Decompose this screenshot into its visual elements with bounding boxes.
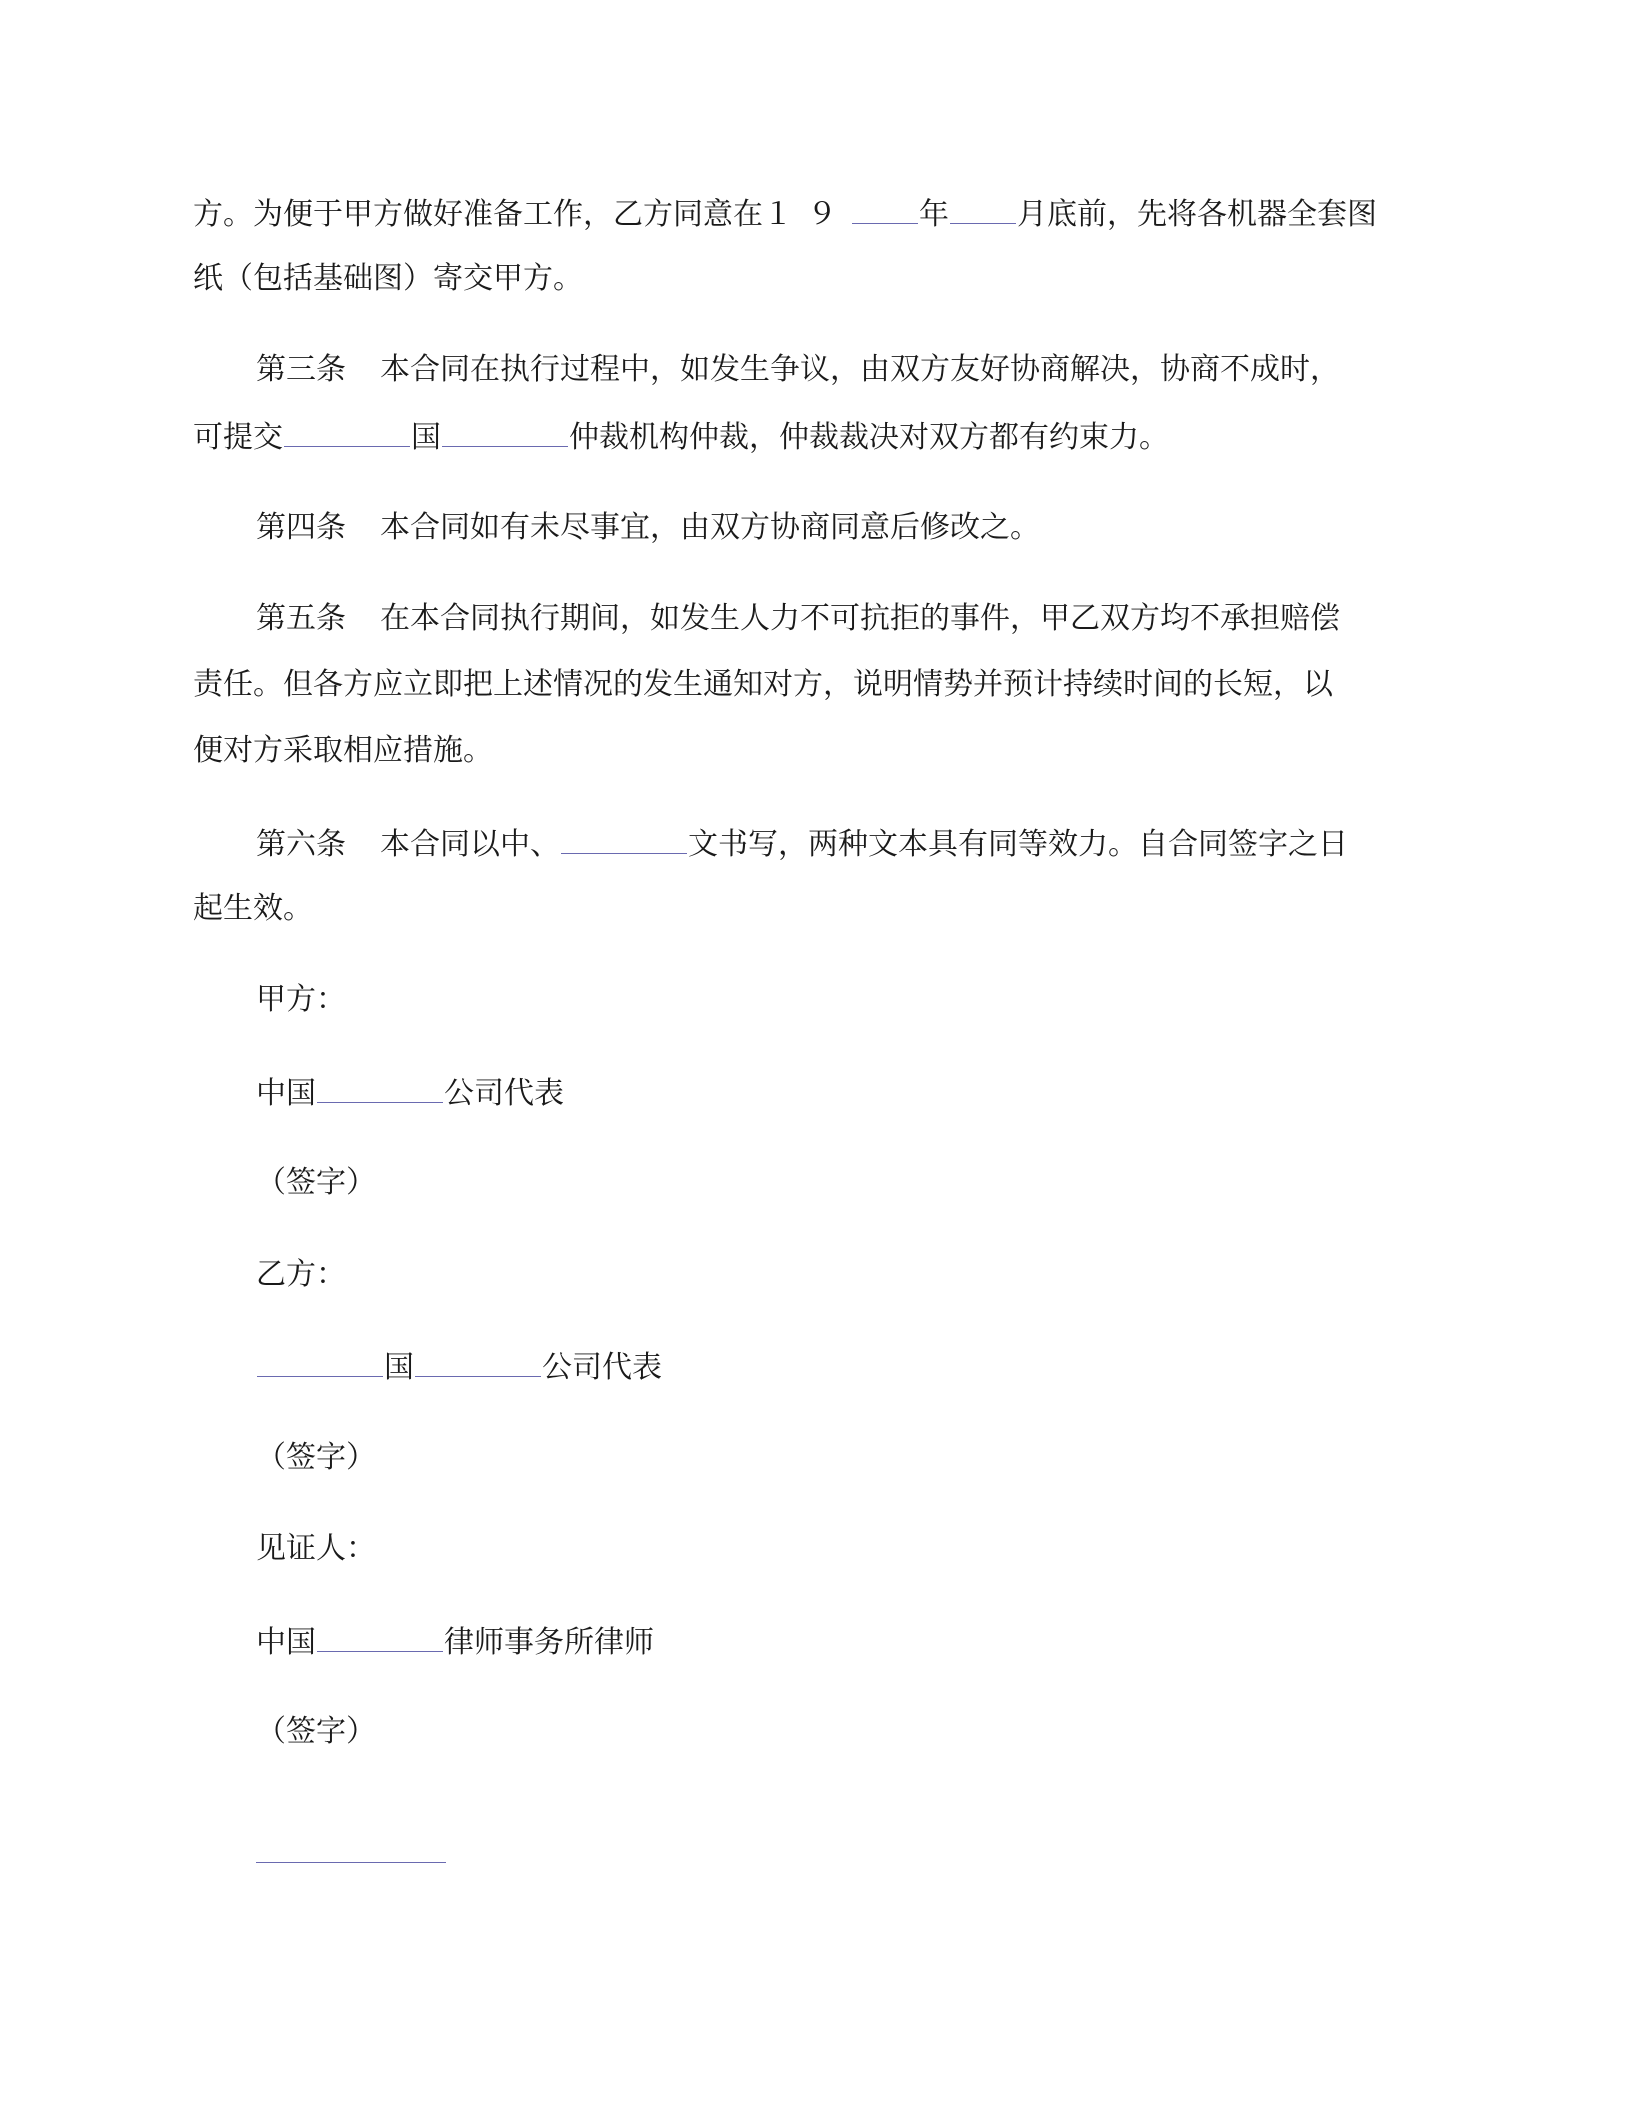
law-firm-blank[interactable] (317, 1621, 443, 1652)
article-label: 第六条 (256, 827, 346, 862)
month-blank[interactable] (950, 193, 1016, 224)
article-3-line (193, 416, 1169, 458)
party-b-sign (256, 1438, 376, 1478)
article-5-line (193, 665, 1333, 705)
text-segment: 国 (411, 420, 441, 455)
text-segment: 本合同在执行过程中，如发生争议，由双方友好协商解决，协商不成时， (380, 352, 1340, 387)
party-a-heading (256, 980, 346, 1020)
sign-label: （签字） (256, 1714, 376, 1749)
article-label: 第五条 (256, 601, 346, 636)
text-segment: 本合同如有未尽事宜，由双方协商同意后修改之。 (380, 510, 1040, 545)
text-segment: 年 (919, 197, 949, 232)
text-segment: 本合同以中、 (380, 827, 560, 862)
party-a-rep (256, 1072, 564, 1114)
arbitration-blank[interactable] (442, 416, 568, 447)
text-segment: 中国 (256, 1625, 316, 1660)
witness-heading (256, 1529, 376, 1569)
text-segment: 律师事务所律师 (444, 1625, 654, 1660)
sign-label: （签字） (256, 1165, 376, 1200)
text-segment: 仲裁机构仲裁，仲裁裁决对双方都有约束力。 (569, 420, 1169, 455)
article-5-line (256, 599, 1340, 639)
article-label: 第四条 (256, 510, 346, 545)
company-blank[interactable] (415, 1346, 541, 1377)
text-segment: 可提交 (193, 420, 283, 455)
text-segment: 中国 (256, 1076, 316, 1111)
heading-text: 见证人： (256, 1531, 376, 1566)
text-segment: 公司代表 (444, 1076, 564, 1111)
company-blank[interactable] (317, 1072, 443, 1103)
language-blank[interactable] (561, 823, 687, 854)
article-4-line (256, 508, 1040, 548)
text-segment: 文书写，两种文本具有同等效力。自合同签字之日 (688, 827, 1348, 862)
article-6-line (256, 823, 1348, 865)
text-segment: 方。为便于甲方做好准备工作，乙方同意在 (193, 197, 763, 232)
article-6-line (193, 889, 313, 929)
paragraph-line (193, 193, 1377, 235)
year-prefix: １９ (763, 197, 851, 232)
text-segment: 责任。但各方应立即把上述情况的发生通知对方，说明情势并预计持续时间的长短，以 (193, 667, 1333, 702)
text-segment: 国 (384, 1350, 414, 1385)
text-segment: 便对方采取相应措施。 (193, 733, 493, 768)
country-blank[interactable] (257, 1346, 383, 1377)
article-5-line (193, 731, 493, 771)
article-3-line (256, 350, 1340, 390)
party-a-sign (256, 1163, 376, 1203)
text-segment: 月底前，先将各机器全套图 (1017, 197, 1377, 232)
country-blank[interactable] (284, 416, 410, 447)
party-b-rep (256, 1346, 662, 1388)
text-segment: 起生效。 (193, 891, 313, 926)
text-segment: 在本合同执行期间，如发生人力不可抗拒的事件，甲乙双方均不承担赔偿 (380, 601, 1340, 636)
date-blank-line[interactable] (256, 1862, 446, 1863)
text-segment: 纸（包括基础图）寄交甲方。 (193, 261, 583, 296)
year-blank[interactable] (852, 193, 918, 224)
text-segment: 公司代表 (542, 1350, 662, 1385)
paragraph-line (193, 259, 583, 299)
witness-sign (256, 1712, 376, 1752)
party-b-heading (256, 1255, 346, 1295)
heading-text: 甲方： (256, 982, 346, 1017)
article-label: 第三条 (256, 352, 346, 387)
heading-text: 乙方： (256, 1257, 346, 1292)
sign-label: （签字） (256, 1440, 376, 1475)
witness-rep (256, 1621, 654, 1663)
